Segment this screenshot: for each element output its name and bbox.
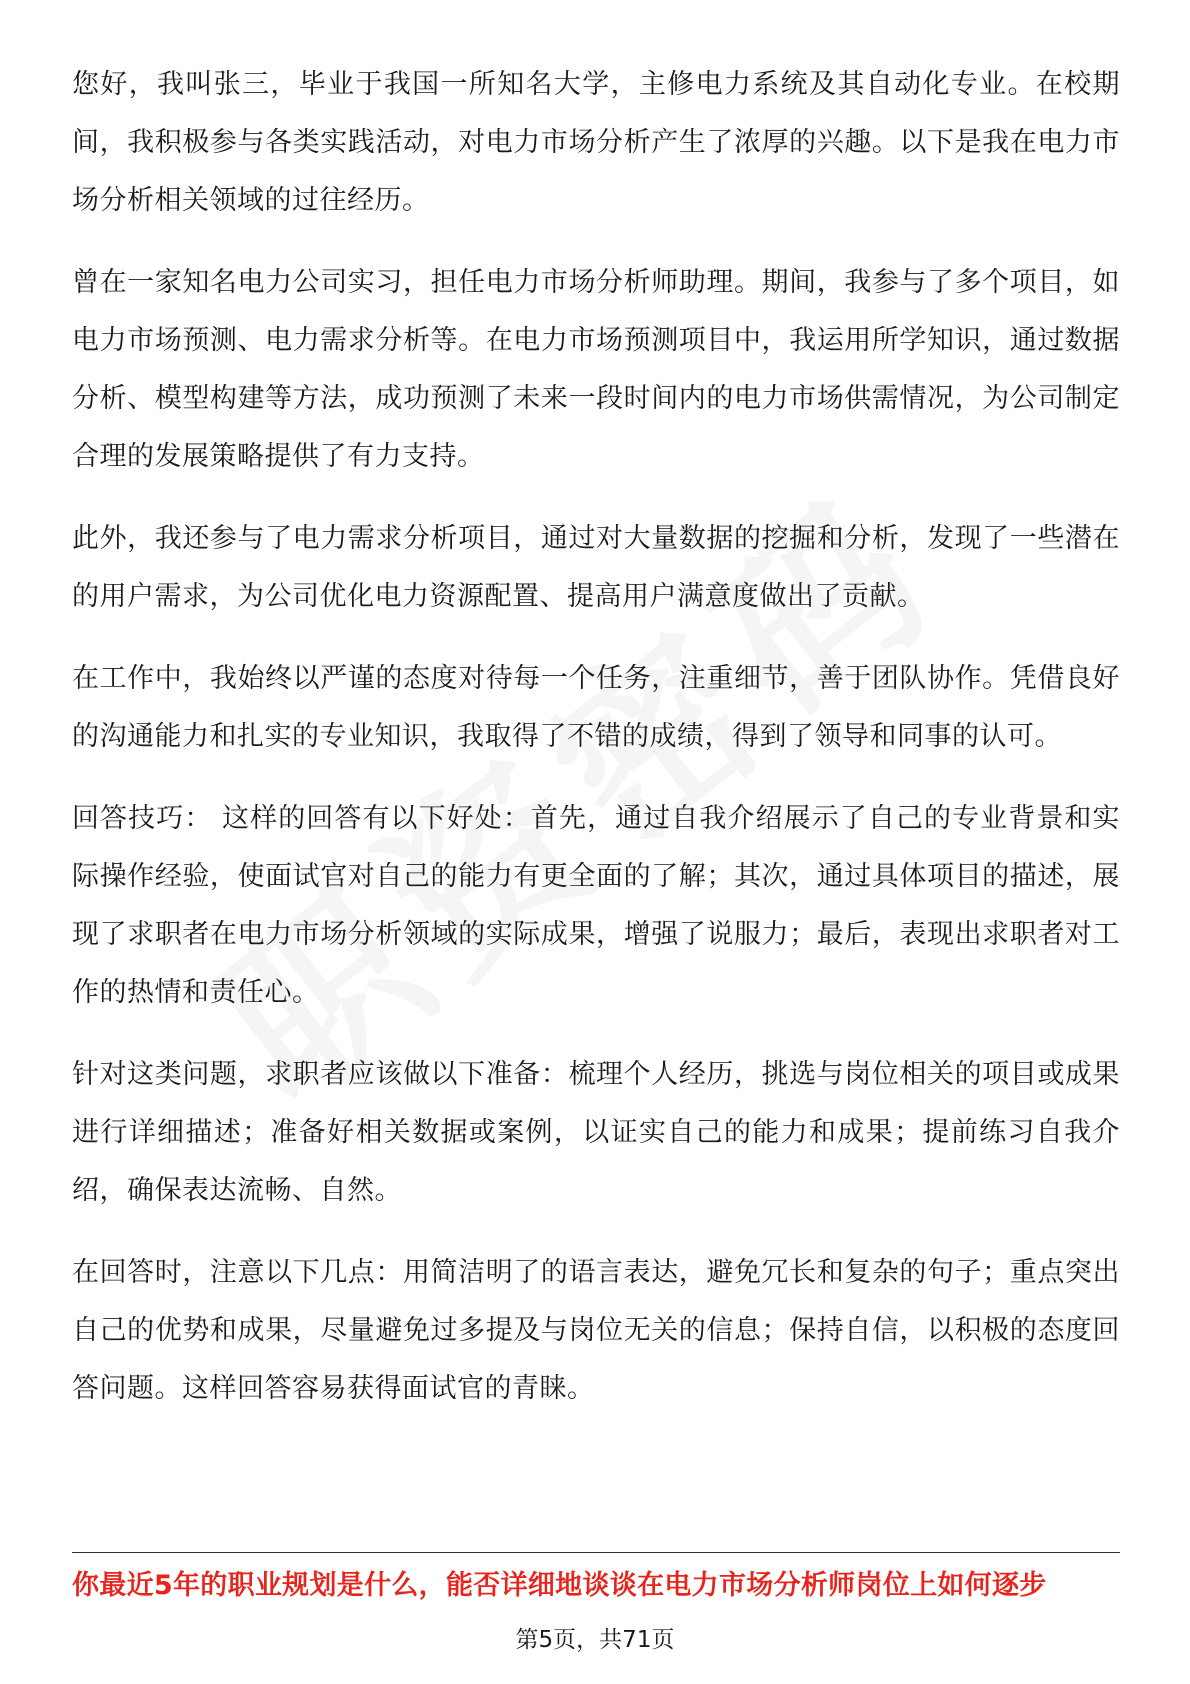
paragraph-work-attitude: 在工作中，我始终以严谨的态度对待每一个任务，注重细节，善于团队协作。凭借良好的沟通能力和扎实的专业知识，我取得了不错的成绩，得到了领导和同事的认可。 <box>72 663 1120 752</box>
paragraph-intro: 您好，我叫张三，毕业于我国一所知名大学，主修电力系统及其自动化专业。在校期间，我积极参与各类实践活动，对电力市场分析产生了浓厚的兴趣。以下是我在电力市场分析相关领域的过往经历。 <box>72 69 1120 216</box>
section-divider <box>72 1552 1120 1553</box>
next-question-heading: 你最近5年的职业规划是什么，能否详细地谈谈在电力市场分析师岗位上如何逐步 <box>72 1570 1047 1601</box>
paragraph-preparation: 针对这类问题，求职者应该做以下准备：梳理个人经历，挑选与岗位相关的项目或成果进行详细描述；准备好相关数据或案例，以证实自己的能力和成果；提前练习自我介绍，确保表达流畅、自然。 <box>72 1059 1120 1206</box>
paragraph-notes: 在回答时，注意以下几点：用简洁明了的语言表达，避免冗长和复杂的句子；重点突出自己的优势和成果，尽量避免过多提及与岗位无关的信息；保持自信，以积极的态度回答问题。这样回答容易获得面试官的青睐。 <box>72 1257 1120 1404</box>
page-number: 第5页，共71页 <box>515 1627 675 1653</box>
document-body <box>72 56 1120 1442</box>
paragraph-demand-analysis: 此外，我还参与了电力需求分析项目，通过对大量数据的挖掘和分析，发现了一些潜在的用户需求，为公司优化电力资源配置、提高用户满意度做出了贡献。 <box>72 523 1120 612</box>
paragraph-internship: 曾在一家知名电力公司实习，担任电力市场分析师助理。期间，我参与了多个项目，如电力市场预测、电力需求分析等。在电力市场预测项目中，我运用所学知识，通过数据分析、模型构建等方法，成功预测了未来一段时间内的电力市场供需情况，为公司制定合理的发展策略提供了有力支持。 <box>72 267 1120 472</box>
paragraph-answer-tips: 回答技巧： 这样的回答有以下好处：首先，通过自我介绍展示了自己的专业背景和实际操作经验，使面试官对自己的能力有更全面的了解；其次，通过具体项目的描述，展现了求职者在电力市场分析领域的实际成果，增强了说服力；最后，表现出求职者对工作的热情和责任心。 <box>72 803 1120 1008</box>
